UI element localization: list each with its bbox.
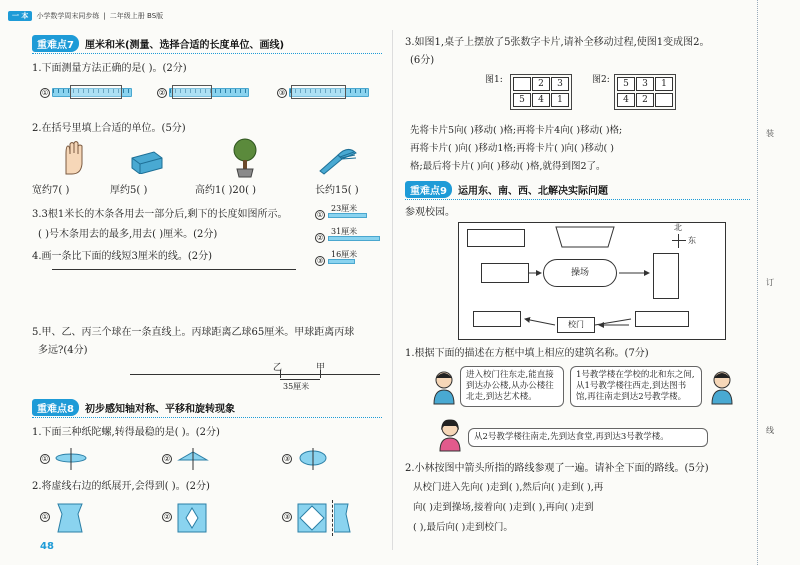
section-9-badge: 重难点9 (405, 181, 452, 198)
q7-3-bars (315, 203, 385, 271)
blank-hand[interactable]: 宽约7( ) (32, 185, 70, 196)
figure-1-grid (510, 74, 572, 110)
blank-book[interactable]: 厚约5( ) (110, 185, 148, 196)
unfold-shape-3-image (296, 502, 328, 534)
bar-2-label: 31厘米 (331, 227, 358, 236)
r-q3-text: 3.如图1,桌子上摆放了5张数字卡片,请补全移动过程,使图1变成图2。 (405, 37, 710, 48)
pencil-3-image (291, 85, 346, 99)
unfold-shape-2-image (176, 502, 208, 534)
q7-3-text: 3.3根1米长的木条各用去一部分后,剩下的长度如图所示。 (32, 209, 288, 220)
paper-top-2-image (176, 446, 210, 472)
fig1-card-5: 4 (532, 93, 550, 107)
hand-image (58, 140, 88, 179)
q7-5-text-line2: 多远?(4分) (38, 345, 88, 356)
r-q3-fill-2[interactable]: 再将卡片( )向( )移动1格;再将卡片( )向( )移动( ) (410, 143, 614, 154)
compass-east: 东 (688, 236, 696, 245)
q7-4-text: 4.画一条比下面的线短3厘米的线。(2分) (32, 251, 213, 262)
comb-image (318, 145, 358, 178)
section-9-title: 运用东、南、西、北解决实际问题 (457, 186, 608, 197)
option-1-marker: ① (41, 89, 49, 97)
fig2-card-6 (655, 93, 673, 107)
section-9-divider (405, 199, 750, 200)
section-7-heading (32, 36, 284, 51)
speech-bubble-2: 1号教学楼在学校的北和东之间,从1号教学楼往西走,到达图书馆,再往南走到达2号教学楼。 (570, 366, 702, 407)
section-7-badge: 重难点7 (32, 35, 79, 52)
paper-top-1-image (54, 446, 88, 472)
label-jia: 甲 (316, 363, 326, 373)
compass-north: 北 (674, 223, 682, 232)
bar-3 (328, 259, 355, 264)
q8-1-options (40, 446, 380, 472)
section-7-divider (32, 53, 382, 54)
fig1-card-4: 5 (513, 93, 531, 107)
bar-1-label: 23厘米 (331, 204, 358, 213)
route-fill-2[interactable]: 向( )走到操场,接着向( )走到( ),再向( )走到 (413, 502, 594, 513)
fig1-card-2: 2 (532, 77, 550, 91)
header-title: 小学数学周末同步练 (36, 12, 100, 20)
page-fold (392, 30, 393, 550)
label-yi: 乙 (273, 363, 283, 373)
header-tag: 一 本 (8, 11, 32, 21)
fig1-card-1 (513, 77, 531, 91)
page-number: 48 (40, 541, 54, 552)
figure-2-grid (614, 74, 676, 110)
fig1-card-6: 1 (551, 93, 569, 107)
label-distance: 35厘米 (283, 382, 310, 391)
paper-top-3-image (296, 446, 330, 472)
route-arrows (459, 223, 727, 341)
map-playground: 操场 (543, 259, 617, 287)
binding-gutter (757, 0, 800, 565)
pencil-1-image (70, 85, 122, 99)
unfold-option-1-marker: ① (41, 513, 49, 521)
route-fill-3[interactable]: ( ),最后向( )走到校门。 (413, 522, 513, 533)
page-header: 一 本 小学数学周末同步练 | 二年级上册 BS版 (8, 10, 163, 22)
blank-tree[interactable]: 高约1( )20( ) (195, 185, 257, 196)
r-q3-fill-1[interactable]: 先将卡片5向( )移动( )格;再将卡片4向( )移动( )格; (410, 125, 623, 136)
section-7-title: 厘米和米(测量、选择合适的长度单位、画线) (84, 40, 285, 51)
gutter-label-1: 装 (766, 129, 774, 138)
gutter-label-2: 订 (766, 278, 774, 287)
top-option-3-marker: ③ (283, 455, 291, 463)
fig2-card-3: 1 (655, 77, 673, 91)
boy-1-avatar (430, 370, 458, 406)
section-8-divider (32, 417, 382, 418)
unfold-option-3-marker: ③ (283, 513, 291, 521)
q7-1-options (32, 85, 372, 101)
q7-1-text: 1.下面测量方法正确的是( )。(2分) (32, 63, 187, 74)
fig2-card-1: 5 (617, 77, 635, 91)
section-9-heading (405, 182, 608, 197)
q7-5-text: 5.甲、乙、丙三个球在一条直线上。丙球距离乙球65厘米。甲球距离丙球 (32, 327, 355, 338)
q7-2-blanks (32, 184, 359, 197)
fold-line (332, 500, 333, 536)
gutter-label-3: 线 (766, 426, 774, 435)
q8-2-options (40, 500, 380, 536)
q7-3-fill[interactable]: ( )号木条用去的最多,用去( )厘米。(2分) (38, 229, 218, 240)
q7-4-reference-line (52, 269, 296, 270)
fig1-label: 图1: (485, 75, 503, 85)
pencil-2-image (172, 85, 212, 99)
bar-3-label: 16厘米 (331, 250, 358, 259)
r-q2-text: 2.小林按图中箭头所指的路线参观了一遍。请补全下面的路线。(5分) (405, 463, 709, 474)
route-fill-1[interactable]: 从校门进入先向( )走到( ),然后向( )走到( ),再 (413, 482, 604, 493)
bar-2 (328, 236, 380, 241)
top-option-1-marker: ① (41, 455, 49, 463)
speech-bubble-3: 从2号教学楼往南走,先到达食堂,再到达3号教学楼。 (468, 428, 708, 447)
section-8-heading (32, 400, 235, 415)
bar-2-marker: ② (316, 234, 324, 242)
bar-1-marker: ① (316, 211, 324, 219)
fig2-card-2: 3 (636, 77, 654, 91)
r-q3-score: (6分) (410, 55, 435, 66)
unfold-shape-1-image (54, 502, 86, 534)
blank-comb[interactable]: 长约15( ) (315, 185, 359, 196)
visit-text: 参观校园。 (405, 207, 455, 218)
bar-3-marker: ③ (316, 257, 324, 265)
tree-image (228, 138, 262, 181)
q7-5-diagram (130, 360, 380, 394)
q8-1-text: 1.下面三种纸陀螺,转得最稳的是( )。(2分) (32, 427, 220, 438)
speech-bubble-1: 进入校门往东走,能直接到达办公楼,从办公楼往北走,到达艺术楼。 (460, 366, 564, 407)
map-gate: 校门 (557, 317, 595, 333)
unfold-option-2-marker: ② (163, 513, 171, 521)
header-grade: 二年级上册 BS版 (109, 12, 164, 20)
fig1-card-3: 3 (551, 77, 569, 91)
section-8-title: 初步感知轴对称、平移和旋转现象 (84, 404, 235, 415)
fig2-label: 图2: (592, 75, 610, 85)
option-3-marker: ③ (278, 89, 286, 97)
fig2-card-5: 2 (636, 93, 654, 107)
folded-paper-image (334, 502, 354, 534)
bar-1 (328, 213, 367, 218)
option-2-marker: ② (158, 89, 166, 97)
boy-2-avatar (708, 370, 736, 406)
top-option-2-marker: ② (163, 455, 171, 463)
r-q3-fill-3[interactable]: 格;最后将卡片( )向( )移动( )格,就得到图2了。 (410, 161, 606, 172)
r-q1-text: 1.根据下面的描述在方框中填上相应的建筑名称。(7分) (405, 348, 649, 359)
q7-2-text: 2.在括号里填上合适的单位。(5分) (32, 123, 186, 134)
girl-avatar (436, 418, 464, 452)
q8-2-text: 2.将虚线右边的纸展开,会得到( )。(2分) (32, 481, 210, 492)
book-image (130, 150, 164, 177)
section-8-badge: 重难点8 (32, 399, 79, 416)
fig2-card-4: 4 (617, 93, 635, 107)
